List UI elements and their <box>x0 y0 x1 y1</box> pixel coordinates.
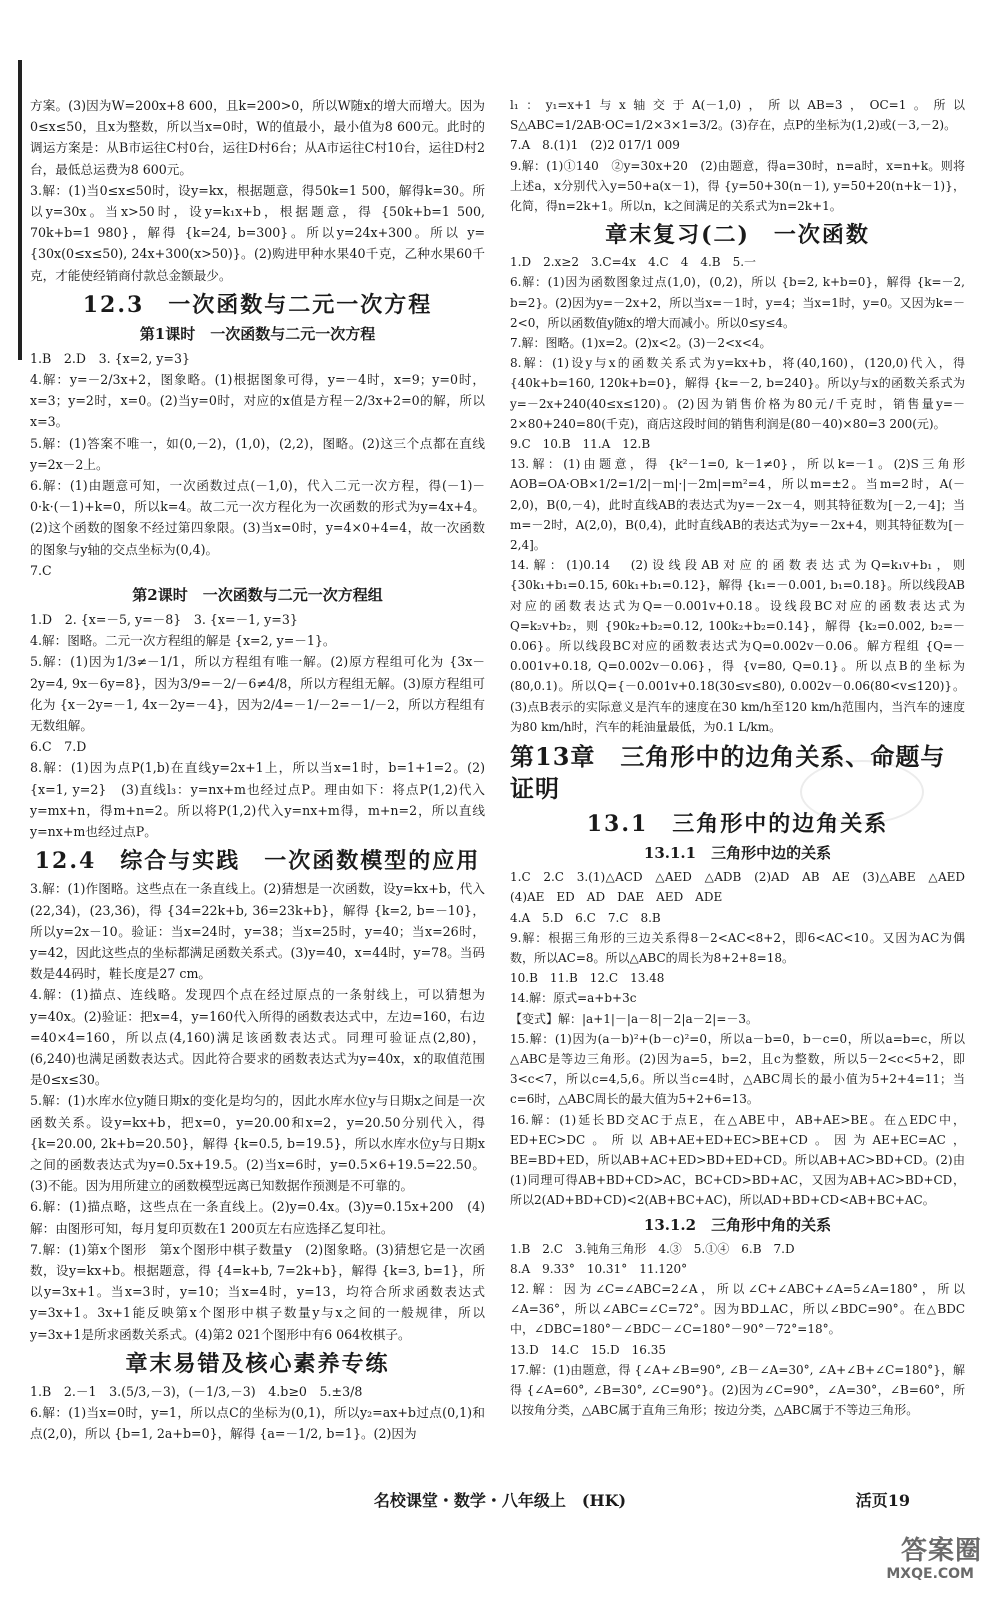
paragraph: 16.解：(1)延长BD交AC于点E，在△ABE中，AB+AE>BE。在△EDC中，ED+EC>DC。所以AB+AE+ED+EC>BE+CD。因为AE+EC=AC，BE=BD+ED，所以AB+AC+ED>BD+ED+CD。所以AB+AC>BD+CD。(2)由(1)同理可得AB+BD+CD>AC，BC+CD>BD+AC，又因为AB+AC>BD+CD，所以2(AD+BD+CD)<2(AB+BC+AC)，所以AD+BD+CD<AB+BC+AC。 <box>510 1112 965 1208</box>
watermark-url: MXQE.COM <box>886 1566 974 1582</box>
paragraph: 5.解：(1)水库水位y随日期x的变化是均匀的，因此水库水位y与日期x之间是一次函数关系。设y=kx+b，把x=0，y=20.00和x=2，y=20.50分别代入，得 {k=20.00, 2k+b=20.50}，解得 {k=0.5, b=19.5}，所以水库水位y与日期x之间的函数表达式为y=0.5x+19.5。(2)当x=6时，y=0.5×6+19.5=22.50。(3)不能。因为用所建立的函数模型远离已知数据作预测是不可靠的。 <box>30 1093 485 1194</box>
paragraph: 5.解：(1)因为1/3≠－1/1，所以方程组有唯一解。(2)原方程组可化为 {3x－2y=4, 9x－6y=8}，因为3/9=－2/－6≠4/8，所以方程组无解。(3)原方程组可化为 {x－2y=－1, 4x－2y=－4}，因为2/4=－1/－2=－1/－2，所以方程组有无数组解。 <box>30 654 485 734</box>
right-column <box>510 95 978 1420</box>
paragraph: 3.解：(1)作图略。这些点在一条直线上。(2)猜想是一次函数，设y=kx+b，代入(22,34)，(23,36)，得 {34=22k+b, 36=23k+b}，解得 {k=2, b=－10}，所以y=2x－10。验证：当x=24时，y=38；当x=25时，y=40；当x=26时，y=42，因此这些点的坐标都满足函数关系式。(3)y=40，x=44时，y=78。当码数是44码时，鞋长度是27 cm。 <box>30 881 485 982</box>
footer-title: 名校课堂・数学・八年级上 (HK) <box>373 1491 627 1510</box>
paragraph: 17.解：(1)由题意，得 {∠A+∠B=90°, ∠B－∠A=30°, ∠A+∠B+∠C=180°}，解得 {∠A=60°, ∠B=30°, ∠C=90°}。(2)因为∠C=90°，∠A=30°，∠B=60°，所以按角分类，△ABC属于直角三角形；按边分类，△ABC属于不等边三角形。 <box>510 1362 965 1418</box>
paragraph: l₁：y₁=x+1与x轴交于A(－1,0)，所以AB=3，OC=1。所以S△ABC=1/2AB·OC=1/2×3×1=3/2。(3)存在，点P的坐标为(1,2)或(－3,－2)。 <box>510 98 965 133</box>
paragraph: 12.解：因为∠C=∠ABC=2∠A，所以∠C+∠ABC+∠A=5∠A=180°，所以∠A=36°，所以∠ABC=∠C=72°。因为BD⊥AC，所以∠BDC=90°。在△BDC中，∠DBC=180°－∠BDC－∠C=180°－90°－72°=18°。 <box>510 1281 965 1337</box>
paragraph: 8.解：(1)设y与x的函数关系式为y=kx+b，将(40,160)，(120,0)代入，得 {40k+b=160, 120k+b=0}，解得 {k=－2, b=240}。所以y与x的函数关系式为y=－2x+240(40≤x≤120)。(2)因为销售价格为80元/千克时，销售量y=－2×80+240=80(千克)，商店这段时间的销售利润是(80－40)×80=3 200(元)。 <box>510 356 965 431</box>
chapter-heading: 第13章 三角形中的边角关系、命题与证明 <box>510 742 946 804</box>
paragraph: 7.C <box>30 562 52 578</box>
paragraph: 6.解：(1)因为函数图象过点(1,0)，(0,2)，所以 {b=2, k+b=0}，解得 {k=－2, b=2}。(2)因为y=－2x+2，所以当x=－1时，y=4；当x=1时，y=0。又因为k=－2<0，所以函数值y随x的增大而减小。所以0≤y≤4。 <box>510 275 965 330</box>
paragraph: 6.解：(1)当x=0时，y=1，所以点C的坐标为(0,1)，所以y₂=ax+b过点(0,1)和点(2,0)，所以 {b=1, 2a+b=0}，解得 {a=－1/2, b=1}。(2)因为 <box>30 1404 485 1442</box>
paragraph: 4.解：y=－2/3x+2，图象略。(1)根据图象可得，y=－4时，x=9；y=0时，x=3；y=2时，x=0。(2)当y=0时，对应的x值是方程－2/3x+2=0的解，所以x=3。 <box>30 372 485 430</box>
left-column <box>30 95 485 1444</box>
paragraph: 7.解：图略。(1)x=2。(2)x<2。(3)－2<x<4。 <box>510 336 772 351</box>
paragraph: 3.解：(1)当0≤x≤50时，设y=kx，根据题意，得50k=1 500，解得k=30。所以y=30x。当x>50时，设y=k₁x+b，根据题意，得 {50k+b=1 500, 70k+b=1 980}，解得 {k=24, b=300}。所以y=24x+300。所以 y={30x(0≤x≤50), 24x+300(x>50)}。(2)购进甲种水果40千克，乙种水果60千克，才能使经销商付款总金额最少。 <box>30 182 485 283</box>
section-heading: 章末易错及核心素养专练 <box>125 1350 390 1377</box>
margin-bar <box>18 60 22 360</box>
paragraph: 方案。(3)因为W=200x+8 600，且k=200>0，所以W随x的增大而增大。因为0≤x≤50，且x为整数，所以当x=0时，W的值最小，最小值为8 600元。此时的调运方案是：从B市运往C村0台，运往D村6台；从A市运往C村10台，运往D村2台，最低总运费为8 600元。 <box>30 98 485 177</box>
paragraph: 14.解：(1)0.14 (2)设线段AB对应的函数表达式为Q=k₁v+b₁，则 {30k₁+b₁=0.15, 60k₁+b₁=0.12}，解得 {k₁=－0.001, b₁=0.18}。所以线段AB对应的函数表达式为Q=－0.001v+0.18。设线段BC对应的函数表达式为Q=k₂v+b₂，则 {90k₂+b₂=0.12, 100k₂+b₂=0.14}，解得 {k₂=0.002, b₂=－0.06}。所以线段BC对应的函数表达式为Q=0.002v－0.06。解方程组 {Q=－0.001v+0.18, Q=0.002v－0.06}，得 {v=80, Q=0.1}。所以点B的坐标为(80,0.1)。所以Q={－0.001v+0.18(30≤v≤80), 0.002v－0.06(80<v≤120)}。(3)点B表示的实际意义是汽车的速度在30 km/h至120 km/h范围内，当汽车的速度为80 km/h时，汽车的耗油量最低，为0.1 L/km。 <box>510 558 965 734</box>
subsection-heading: 第1课时 一次函数与二元一次方程 <box>139 324 376 343</box>
paragraph: 15.解：(1)因为(a－b)²+(b－c)²=0，所以a－b=0，b－c=0，所以a=b=c，所以△ABC是等边三角形。(2)因为a=5，b=2，且c为整数，所以5－2<c<5+2，即3<c<7，所以c=4,5,6。所以当c=4时，△ABC周长的最小值为5+2+4=11；当c=6时，△ABC周长的最大值为5+2+6=13。 <box>510 1031 965 1107</box>
section-heading: 12.3 一次函数与二元一次方程 <box>82 291 433 318</box>
subsection-heading: 13.1.1 三角形中边的关系 <box>643 844 832 863</box>
watermark-logo: 答案圈 <box>900 1536 982 1566</box>
paragraph: 6.解：(1)由题意可知，一次函数过点(－1,0)，代入二元一次方程，得(－1)－0·k·(－1)+k=0，所以k=4。故二元一次方程化为一次函数的形式为y=4x+4。(2)这个函数的图象不经过第四象限。(3)当x=0时，y=4×0+4=4，故一次函数的图象与y轴的交点坐标为(0,4)。 <box>30 478 485 557</box>
paragraph: 6.C 7.D <box>30 739 87 755</box>
paragraph: 8.A 9.33° 10.31° 11.120° <box>510 1261 688 1276</box>
section-heading: 章末复习(二) 一次函数 <box>605 222 870 249</box>
paragraph: 1.C 2.C 3.(1)△ACD △AED △ADB (2)AD AB AE (3)△ABE △AED (4)AE ED AD DAE AED ADE <box>510 870 978 905</box>
paragraph: 6.解：(1)描点略，这些点在一条直线上。(2)y=0.4x。(3)y=0.15x+200 (4)解：由图形可知，每月复印页数在1 200页左右应选择乙复印社。 <box>30 1199 485 1236</box>
paragraph: 13.D 14.C 15.D 16.35 <box>510 1342 667 1357</box>
paragraph: 9.解：根据三角形的三边关系得8－2<AC<8+2，即6<AC<10。又因为AC为偶数，所以AC=8。所以△ABC的周长为8+2+8=18。 <box>510 930 965 965</box>
paragraph: 10.B 11.B 12.C 13.48 <box>510 971 665 986</box>
paragraph: 9.C 10.B 11.A 12.B <box>510 437 651 452</box>
paragraph: 14.解：原式=a+b+3c <box>510 991 637 1006</box>
paragraph: 7.解：(1)第x个图形 第x个图形中棋子数量y (2)图象略。(3)猜想它是一次函数，设y=kx+b。根据题意，得 {4=k+b, 7=2k+b}，解得 {k=3, b=1}，所以y=3x+1。当x=3时，y=10；当x=4时，y=13，均符合所求函数表达式y=3x+1。3x+1能反映第x个图形中棋子数量y与x之间的一般规律，所以y=3x+1是所求函数关系式。(4)第2 021个图形中有6 064枚棋子。 <box>30 1241 485 1342</box>
paragraph: 【变式】解：|a+1|－|a－8|－2|a－2|=－3。 <box>510 1011 759 1026</box>
paragraph: 1.B 2.－1 3.(5/3,－3)，(－1/3,－3) 4.b≥0 5.±3/8 <box>30 1383 363 1399</box>
paragraph: 1.D 2. {x=－5, y=－8} 3. {x=－1, y=3} <box>30 612 298 628</box>
paragraph: 13.解：(1)由题意，得 {k²－1=0, k－1≠0}，所以k=－1。(2)S三角形AOB=OA·OB×1/2=1/2|－m|·|－2m|=m²=4，所以m=±2。当m=2时，A(－2,0)，B(0,－4)，此时直线AB的表达式为y=－2x－4，则其特征数为[－2,－4]；当m=－2时，A(2,0)，B(0,4)，此时直线AB的表达式为y=－2x+4，则其特征数为[－2,4]。 <box>510 457 965 553</box>
subsection-heading: 第2课时 一次函数与二元一次方程组 <box>132 586 383 605</box>
paragraph: 1.B 2.C 3.钝角三角形 4.③ 5.①④ 6.B 7.D <box>510 1241 795 1256</box>
footer <box>30 1488 970 1518</box>
subsection-heading: 13.1.2 三角形中角的关系 <box>643 1215 832 1234</box>
paragraph: 4.解：图略。二元一次方程组的解是 {x=2, y=－1}。 <box>30 633 336 649</box>
paragraph: 5.解：(1)答案不唯一，如(0,－2)，(1,0)，(2,2)，图略。(2)这三个点都在直线y=2x－2上。 <box>30 435 485 472</box>
paragraph: 1.D 2.x≥2 3.C=4x 4.C 4 4.B 5.一 <box>510 255 757 270</box>
paragraph: 1.B 2.D 3. {x=2, y=3} <box>30 350 190 366</box>
paragraph: 7.A 8.(1)1 (2)2 017/1 009 <box>510 138 680 153</box>
section-heading: 12.4 综合与实践 一次函数模型的应用 <box>34 848 481 875</box>
paragraph: 4.A 5.D 6.C 7.C 8.B <box>510 910 661 925</box>
section-heading: 13.1 三角形中的边角关系 <box>586 811 889 838</box>
paragraph: 4.解：(1)描点、连线略。发现四个点在经过原点的一条射线上，可以猜想为y=40x。(2)验证：把x=4，y=160代入所得的函数表达式中，左边=160，右边=40×4=160，所以点(4,160)满足该函数表达式。同理可验证点(2,80)，(6,240)也满足函数表达式。因此符合要求的函数表达式为y=40x，x的取值范围是0≤x≤30。 <box>30 987 485 1088</box>
paragraph: 8.解：(1)因为点P(1,b)在直线y=2x+1上，所以当x=1时，b=1+1=2。(2) {x=1, y=2} (3)直线l₃：y=nx+m也经过点P。理由如下：将点P(1,2)代入y=mx+n，得m+n=2。所以将P(1,2)代入y=nx+m得，m+n=2，所以直线y=nx+m也经过点P。 <box>30 760 485 840</box>
paragraph: 9.解：(1)①140 ②y=30x+20 (2)由题意，得a=30时，n=a时，x=n+k。则将上述a，x分别代入y=50+a(x－1)，得 {y=50+30(n－1), y=50+20(n+k－1)}，化简，得n=2k+1。所以n，k之间满足的关系式为n=2k+1。 <box>510 158 965 214</box>
page-number: 活页19 <box>855 1491 910 1510</box>
